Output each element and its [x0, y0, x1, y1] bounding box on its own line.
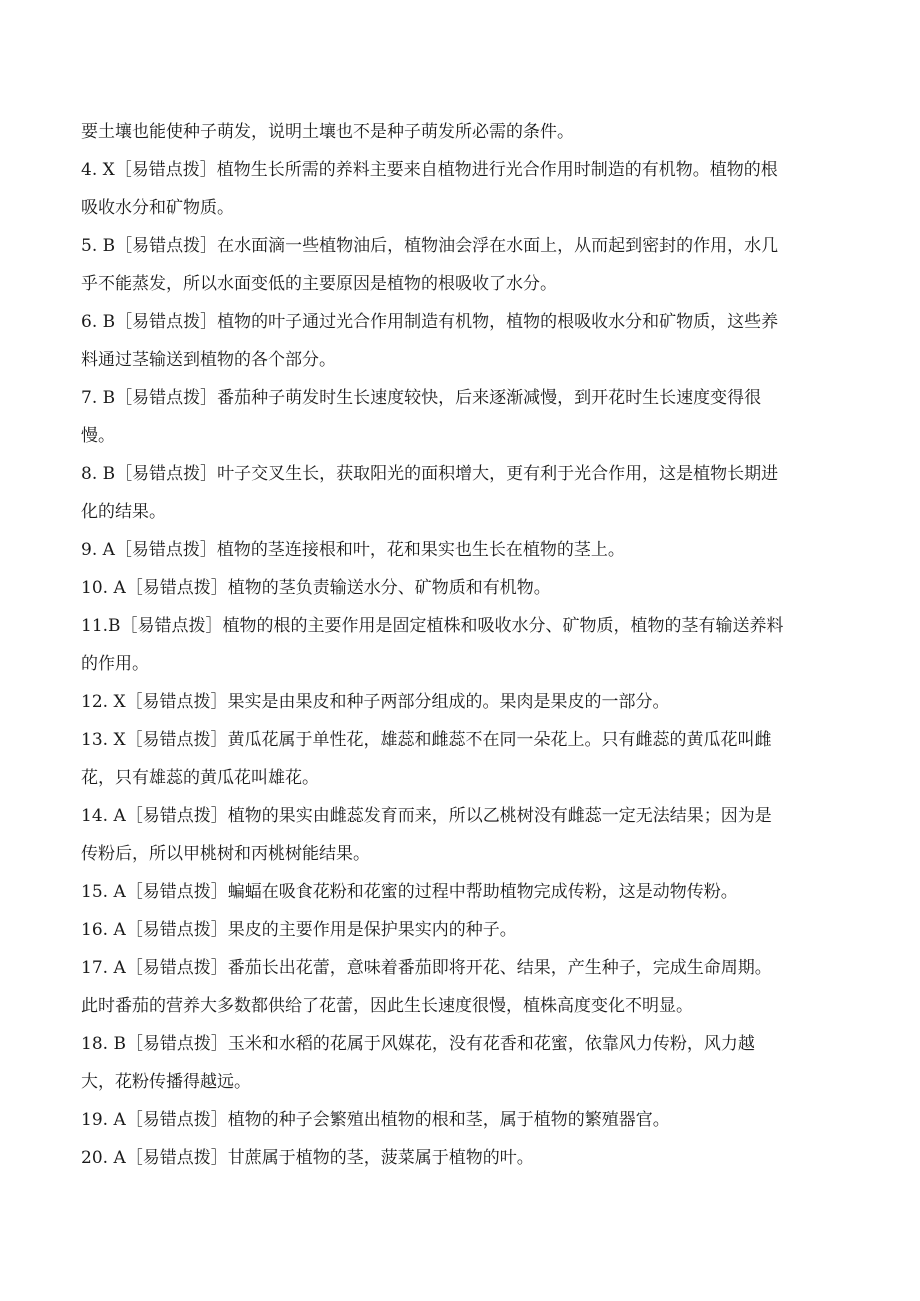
text-line: 7. B［易错点拨］番茄种子萌发时生长速度较快，后来逐渐减慢，到开花时生长速度变得很	[81, 388, 762, 408]
text-line: 慢。	[81, 426, 115, 446]
text-line: 4. X［易错点拨］植物生长所需的养料主要来自植物进行光合作用时制造的有机物。植物的根	[81, 160, 778, 180]
text-line: 的作用。	[81, 654, 149, 674]
text-line: 要土壤也能使种子萌发，说明土壤也不是种子萌发所必需的条件。	[81, 122, 574, 142]
text-line: 10. A［易错点拨］植物的茎负责输送水分、矿物质和有机物。	[81, 578, 551, 598]
text-line: 5. B［易错点拨］在水面滴一些植物油后，植物油会浮在水面上，从而起到密封的作用，水几	[81, 236, 779, 256]
text-line: 料通过茎输送到植物的各个部分。	[81, 350, 336, 370]
text-line: 花，只有雄蕊的黄瓜花叫雄花。	[81, 768, 319, 788]
text-line: 12. X［易错点拨］果实是由果皮和种子两部分组成的。果肉是果皮的一部分。	[81, 692, 670, 712]
text-line: 15. A［易错点拨］蝙蝠在吸食花粉和花蜜的过程中帮助植物完成传粉，这是动物传粉。	[81, 882, 738, 902]
text-line: 6. B［易错点拨］植物的叶子通过光合作用制造有机物，植物的根吸收水分和矿物质，这些养	[81, 312, 779, 332]
text-line: 16. A［易错点拨］果皮的主要作用是保护果实内的种子。	[81, 920, 517, 940]
text-line: 13. X［易错点拨］黄瓜花属于单性花，雄蕊和雌蕊不在同一朵花上。只有雌蕊的黄瓜花叫雌	[81, 730, 772, 750]
text-line: 乎不能蒸发，所以水面变低的主要原因是植物的根吸收了水分。	[81, 274, 557, 294]
text-line: 14. A［易错点拨］植物的果实由雌蕊发育而来，所以乙桃树没有雌蕊一定无法结果；因为是	[81, 806, 772, 826]
text-line: 8. B［易错点拨］叶子交叉生长，获取阳光的面积增大，更有利于光合作用，这是植物长期进	[81, 464, 779, 484]
text-line: 19. A［易错点拨］植物的种子会繁殖出植物的根和茎，属于植物的繁殖器官。	[81, 1110, 670, 1130]
text-line: 此时番茄的营养大多数都供给了花蕾，因此生长速度很慢，植株高度变化不明显。	[81, 996, 693, 1016]
text-line: 11.B［易错点拨］植物的根的主要作用是固定植株和吸收水分、矿物质，植物的茎有输送养料	[81, 616, 784, 636]
text-line: 17. A［易错点拨］番茄长出花蕾，意味着番茄即将开花、结果，产生种子，完成生命周期。	[81, 958, 772, 978]
text-line: 大，花粉传播得越远。	[81, 1072, 251, 1092]
text-line: 吸收水分和矿物质。	[81, 198, 234, 218]
text-line: 9. A［易错点拨］植物的茎连接根和叶，花和果实也生长在植物的茎上。	[81, 540, 625, 560]
text-line: 18. B［易错点拨］玉米和水稻的花属于风媒花，没有花香和花蜜，依靠风力传粉，风力越	[81, 1034, 755, 1054]
text-line: 传粉后，所以甲桃树和丙桃树能结果。	[81, 844, 370, 864]
text-line: 20. A［易错点拨］甘蔗属于植物的茎，菠菜属于植物的叶。	[81, 1148, 534, 1168]
text-line: 化的结果。	[81, 502, 166, 522]
